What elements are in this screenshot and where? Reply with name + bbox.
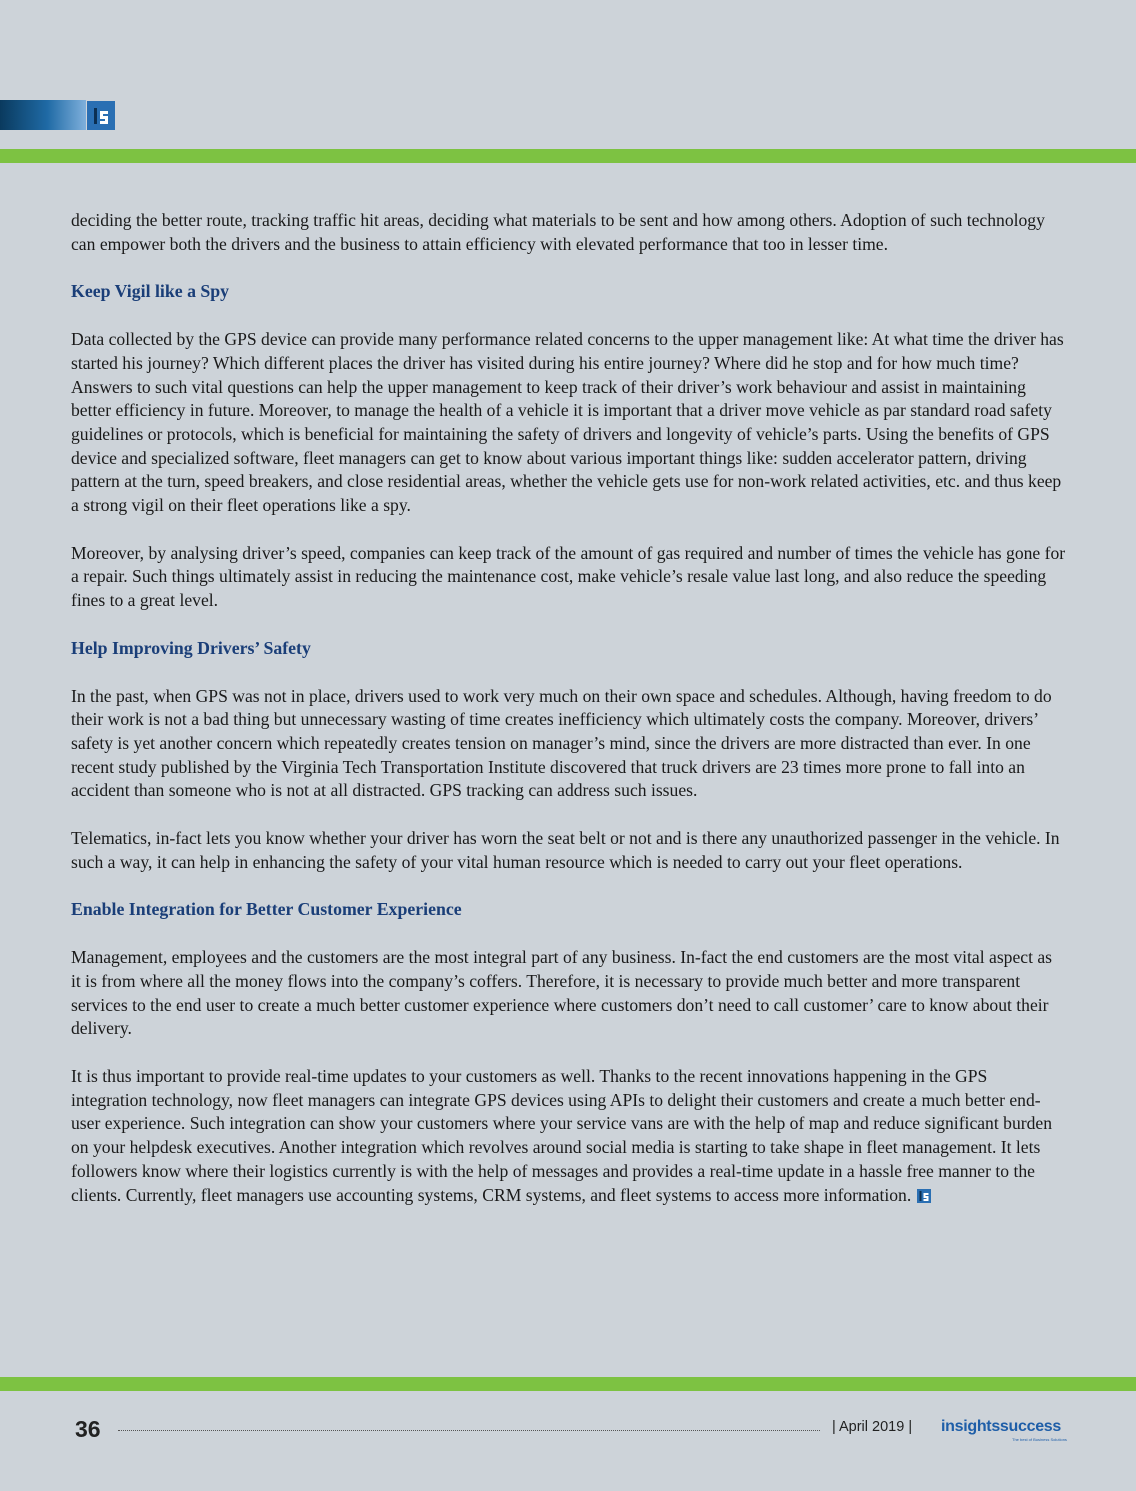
section3-paragraph-2-text: It is thus important to provide real-time updates to your customers as well. Thanks to the recent innovations happening in the GPS integration technology, now fleet managers can integrate GPS devices using APIs to delight their customers and create a much better end-user experience. Such integration can show your customers where your service vans are with the help of map and reduce significant burden on your helpdesk executives. Another integration which revolves around social media is starting to take shape in fleet management. It lets followers know where their logistics currently is with the help of messages and provides a real-time update in a hassle free manner to the clients. Currently, fleet managers use accounting systems, CRM systems, and fleet systems to access more information.	[71, 1065, 1052, 1205]
section3-paragraph-1: Management, employees and the customers are the most integral part of any business. In-fact the end customers are the most vital aspect as it is from where all the money flows into the company’s coffers. Therefore, it is necessary to provide much better and more transparent services to the end user to create a much better customer experience where customers don’t need to call customer’ care to know about their delivery.	[71, 947, 1053, 1039]
section-heading-drivers-safety: Help Improving Drivers’ Safety	[71, 637, 311, 658]
top-green-bar	[0, 149, 1136, 163]
end-of-article-logo-icon	[917, 1189, 931, 1203]
page-number: 36	[75, 1416, 101, 1442]
section2-paragraph-1: In the past, when GPS was not in place, drivers used to work very much on their own space and schedules. Although, having freedom to do their work is not a bad thing but unnecessary wasting of time creates inefficiency which ultimately costs the company. Moreover, drivers’ safety is yet another concern which repeatedly creates tension on manager’s mind, since the drivers are more distracted than ever. In one recent study published by the Virginia Tech Transportation Institute discovered that truck drivers are 23 times more prone to fall into an accident than someone who is not at all distracted. GPS tracking can address such issues.	[71, 685, 1052, 801]
brand-logo: insightssuccess	[941, 1418, 1062, 1435]
section2-paragraph-2: Telematics, in-fact lets you know whether your driver has worn the seat belt or not and is there any unauthorized passenger in the vehicle. In such a way, it can help in enhancing the safety of your vital human resource which is needed to carry out your fleet operations.	[71, 828, 1060, 872]
section1-paragraph-2: Moreover, by analysing driver’s speed, companies can keep track of the amount of gas required and number of times the vehicle has gone for a repair. Such things ultimately assist in reducing the maintenance cost, make vehicle’s resale value last long, and also reduce the speeding fines to a great level.	[71, 542, 1066, 611]
footer-dotted-rule	[118, 1430, 820, 1431]
bottom-green-bar	[0, 1377, 1136, 1391]
section3-paragraph-2	[71, 1065, 1066, 1207]
is-logo-icon	[90, 105, 112, 127]
issue-date: | April 2019 |	[832, 1419, 913, 1435]
header-gradient-bar	[0, 100, 86, 130]
section-heading-integration: Enable Integration for Better Customer Experience	[71, 899, 462, 920]
header-logo-icon	[87, 101, 115, 130]
intro-paragraph: deciding the better route, tracking traffic hit areas, deciding what materials to be sent and how among others. Adoption of such technology can empower both the drivers and the business to attain efficiency with elevated performance that too in lesser time.	[71, 210, 1045, 254]
article-body	[71, 209, 1066, 1231]
section-heading-keep-vigil: Keep Vigil like a Spy	[71, 281, 230, 302]
page-footer	[0, 1410, 1136, 1450]
brand-tagline: The best of Business Solutions	[1012, 1437, 1067, 1442]
section1-paragraph-1: Data collected by the GPS device can provide many performance related concerns to the upper management like: At what time the driver has started his journey? Which different places the driver has visited during his entire journey? Where did he stop and for how much time? Answers to such vital questions can help the upper management to keep track of their driver’s work behaviour and assist in maintaining better efficiency in future. Moreover, to manage the health of a vehicle it is important that a driver move vehicle as par standard road safety guidelines or protocols, which is beneficial for maintaining the safety of drivers and longevity of vehicle’s parts. Using the benefits of GPS device and specialized software, fleet managers can get to know about various important things like: sudden accelerator pattern, driving pattern at the turn, speed breakers, and close residential areas, whether the vehicle gets use for non-work related activities, etc. and thus keep a strong vigil on their fleet operations like a spy.	[71, 329, 1064, 516]
